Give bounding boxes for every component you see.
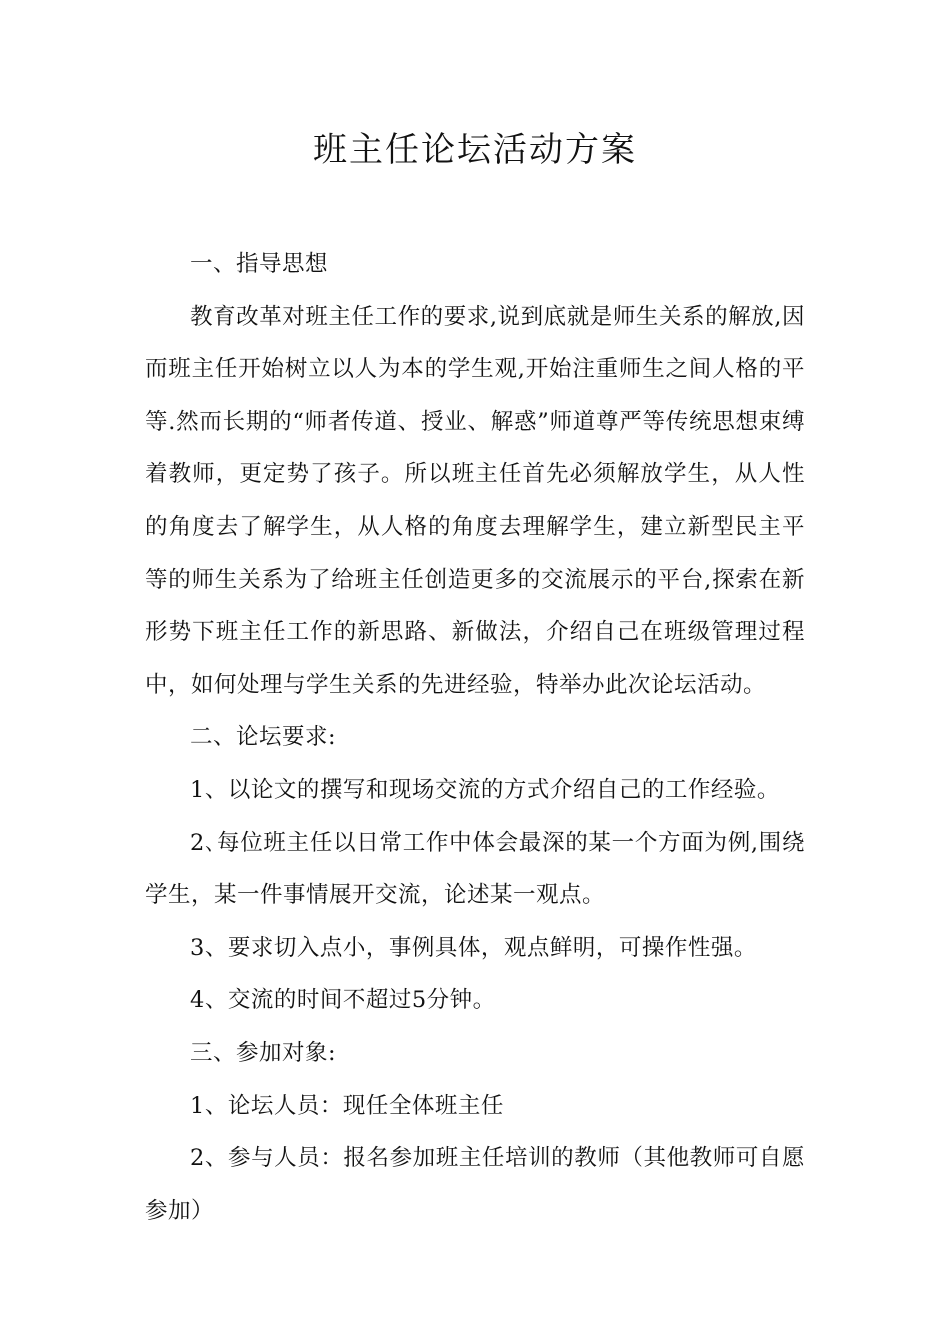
requirement-item-3: 3、要求切入点小，事例具体，观点鲜明，可操作性强。	[190, 934, 757, 961]
requirement-item-1: 1、以论文的撰写和现场交流的方式介绍自己的工作经验。	[190, 776, 780, 803]
requirement-item-2: 2､每位班主任以日常工作中体会最深的某一个方面为例,围绕学生，某一件事情展开交流，论述某一观点。	[145, 829, 805, 909]
paragraph-guiding-thought-body: 教育改革对班主任工作的要求,说到底就是师生关系的解放,因而班主任开始树立以人为本的学生观,开始注重师生之间人格的平等.然而长期的“师者传道、授业、解惑”师道尊严等传统思想束缚着教师，更定势了孩子。所以班主任首先必须解放学生，从人性的角度去了解学生，从人格的角度去理解学生，建立新型民主平等的师生关系为了给班主任创造更多的交流展示的平台,探索在新形势下班主任工作的新思路、新做法，介绍自己在班级管理过程中，如何处理与学生关系的先进经验，特举办此次论坛活动。	[145, 303, 805, 698]
document-body	[145, 238, 805, 1237]
participant-item-2: 2、参与人员：报名参加班主任培训的教师（其他教师可自愿参加）	[145, 1145, 805, 1224]
section-heading-guiding-thought: 一、指导思想	[190, 251, 329, 277]
document-title: 班主任论坛活动方案	[313, 130, 637, 170]
section-heading-participants: 三、参加对象:	[190, 1039, 337, 1066]
participant-item-1: 1、论坛人员：现任全体班主任	[190, 1092, 504, 1119]
requirement-item-4: 4、交流的时间不超过5分钟。	[190, 987, 496, 1014]
section-heading-forum-requirements: 二、论坛要求:	[190, 724, 337, 751]
